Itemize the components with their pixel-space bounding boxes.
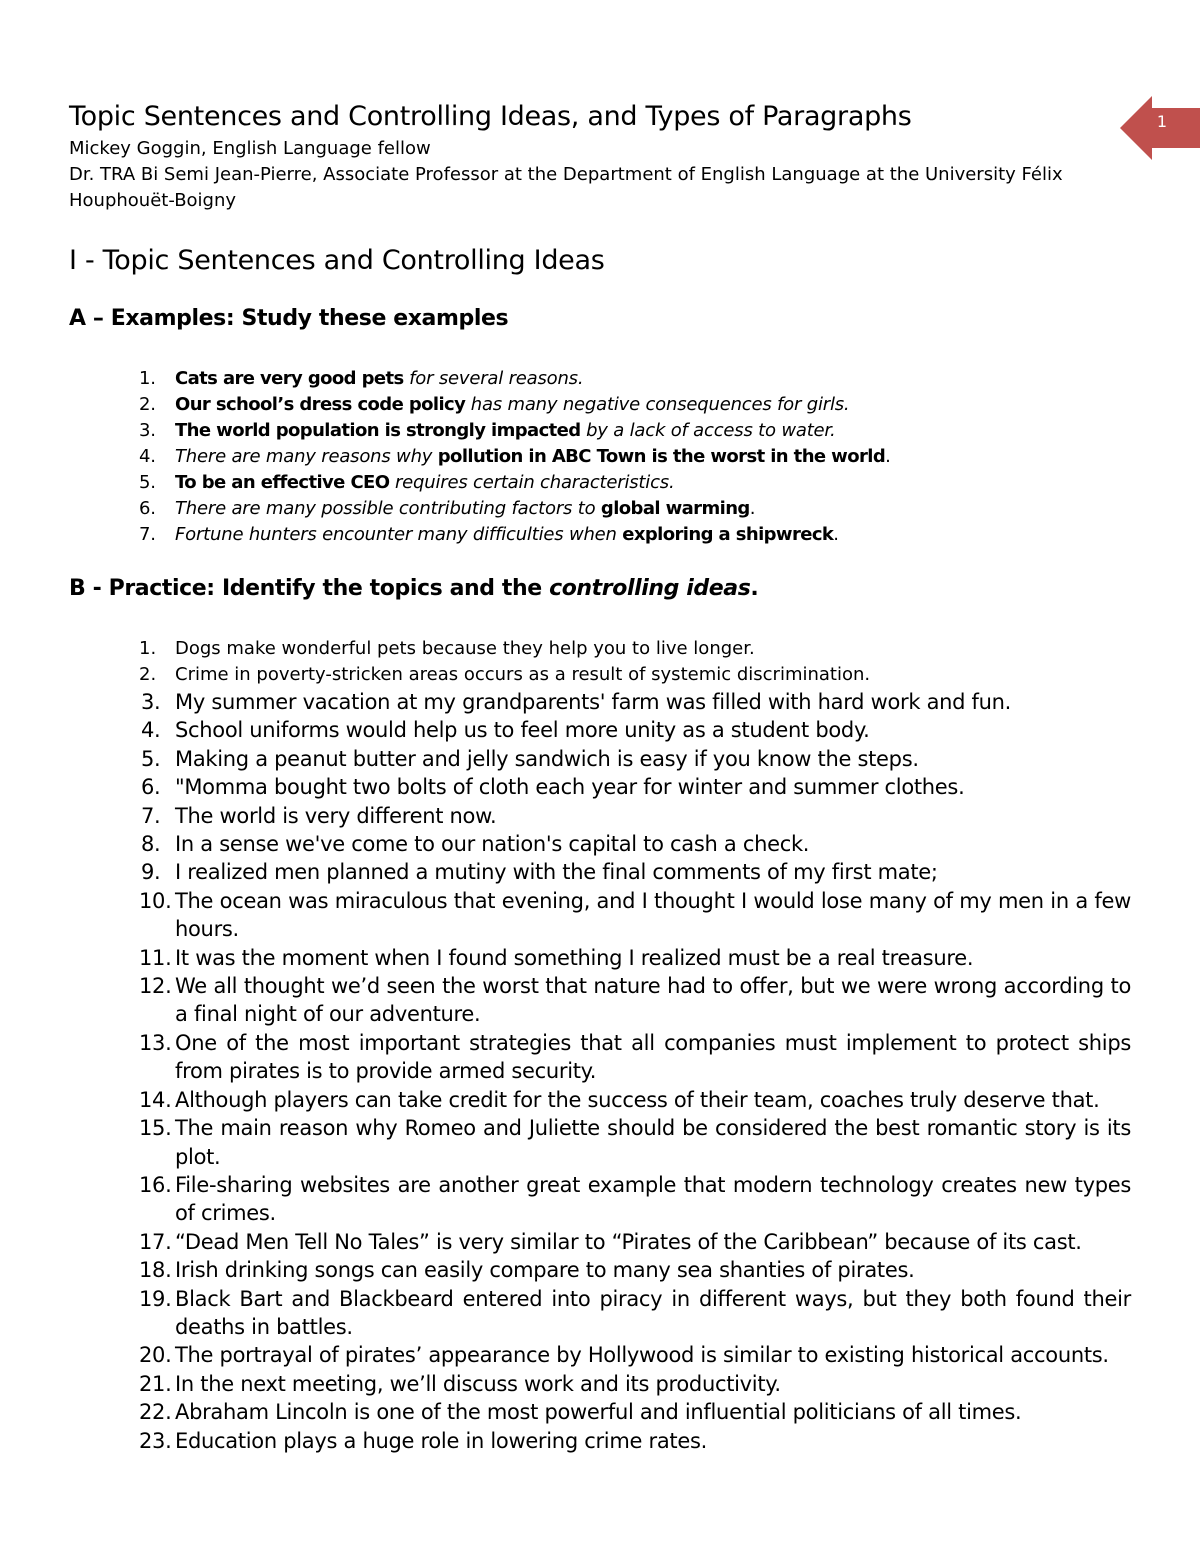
- list-number: 6.: [141, 775, 161, 800]
- practice-sentence: We all thought we’d seen the worst that nature had to offer, but we were wrong according to a final night of our adventure.: [175, 974, 1131, 1027]
- list-item: [69, 944, 1131, 972]
- page-number: 1: [1156, 112, 1168, 131]
- list-item: [69, 802, 1131, 830]
- list-number: 23.: [139, 1428, 172, 1453]
- practice-heading-end: .: [750, 576, 759, 601]
- example-text-part: .: [833, 524, 839, 545]
- practice-sentence: The world is very different now.: [175, 803, 497, 828]
- list-number: 3.: [139, 420, 156, 441]
- example-text-part: Our school’s dress code policy: [175, 394, 466, 415]
- practice-sentence: The portrayal of pirates’ appearance by Hollywood is similar to existing historical accounts.: [175, 1343, 1109, 1368]
- list-item: [69, 496, 1131, 522]
- example-text-part: by a lack of access to water.: [580, 420, 836, 441]
- list-number: 6.: [139, 498, 156, 519]
- list-number: 5.: [139, 472, 156, 493]
- example-text-part: .: [885, 446, 891, 467]
- examples-heading: A – Examples: Study these examples: [69, 306, 509, 331]
- list-item: [69, 745, 1131, 773]
- example-text-part: .: [749, 498, 756, 519]
- practice-sentence: Black Bart and Blackbeard entered into piracy in different ways, but they both found their deaths in battles.: [175, 1286, 1131, 1339]
- list-number: 11.: [139, 945, 172, 970]
- list-item: [69, 1114, 1131, 1171]
- list-item: [69, 366, 1131, 392]
- practice-sentence: In a sense we've come to our nation's capital to cash a check.: [175, 832, 810, 857]
- list-item: [69, 1398, 1131, 1426]
- practice-sentence: School uniforms would help us to feel more unity as a student body.: [175, 718, 870, 743]
- practice-heading-text: B - Practice: Identify the topics and the: [69, 576, 550, 601]
- list-number: 19.: [139, 1286, 172, 1311]
- list-item: [69, 830, 1131, 858]
- practice-sentence: "Momma bought two bolts of cloth each year for winter and summer clothes.: [175, 775, 965, 800]
- section-heading: I - Topic Sentences and Controlling Ideas: [69, 245, 605, 276]
- practice-sentence: Dogs make wonderful pets because they help you to live longer.: [175, 638, 755, 659]
- practice-sentence: Irish drinking songs can easily compare to many sea shanties of pirates.: [175, 1258, 915, 1283]
- example-text-part: has many negative consequences for girls.: [465, 394, 850, 415]
- list-number: 1.: [139, 638, 157, 659]
- list-number: 22.: [139, 1400, 172, 1425]
- list-item: [69, 444, 1131, 470]
- practice-sentence: One of the most important strategies that all companies must implement to protect ships from pirates is to provide armed security.: [175, 1030, 1131, 1084]
- list-item: [69, 418, 1131, 444]
- practice-sentence: “Dead Men Tell No Tales” is very similar to “Pirates of the Caribbean” because of its cast.: [175, 1229, 1082, 1254]
- document-body: [69, 98, 1131, 1455]
- list-number: 21.: [139, 1371, 172, 1396]
- list-item: [69, 773, 1131, 801]
- example-text-part: exploring a shipwreck: [622, 524, 834, 545]
- list-number: 2.: [139, 664, 157, 685]
- example-text-part: There are many reasons why: [175, 446, 438, 467]
- list-item: [69, 1256, 1131, 1284]
- practice-list-small: [69, 636, 1131, 688]
- practice-sentence: Education plays a huge role in lowering crime rates.: [175, 1428, 707, 1453]
- practice-sentence: Although players can take credit for the success of their team, coaches truly deserve that.: [175, 1087, 1100, 1112]
- list-number: 20.: [139, 1343, 172, 1368]
- practice-sentence: The main reason why Romeo and Juliette should be considered the best romantic story is its plot.: [175, 1116, 1131, 1169]
- list-number: 10.: [139, 888, 172, 913]
- coauthor-line-2: Houphouët-Boigny: [69, 190, 237, 211]
- example-text-part: The world population is strongly impacted: [175, 420, 581, 441]
- list-item: [69, 1228, 1131, 1256]
- list-item: [69, 887, 1131, 944]
- list-item: [69, 1370, 1131, 1398]
- example-text-part: There are many possible contributing factors to: [175, 498, 601, 519]
- list-item: [69, 1086, 1131, 1114]
- list-number: 8.: [141, 832, 161, 857]
- example-text-part: To be an effective CEO: [175, 472, 390, 493]
- list-number: 4.: [139, 446, 156, 467]
- practice-sentence: In the next meeting, we’ll discuss work and its productivity.: [175, 1371, 781, 1396]
- practice-sentence: I realized men planned a mutiny with the final comments of my first mate;: [175, 860, 938, 885]
- practice-sentence: File-sharing websites are another great example that modern technology creates new types of crimes.: [175, 1172, 1131, 1226]
- list-item: [69, 716, 1131, 744]
- practice-sentence: Making a peanut butter and jelly sandwich is easy if you know the steps.: [175, 746, 919, 771]
- list-number: 14.: [139, 1087, 172, 1112]
- list-number: 13.: [139, 1030, 172, 1055]
- list-number: 7.: [139, 524, 156, 545]
- list-item: [69, 662, 1131, 688]
- list-item: [69, 688, 1131, 716]
- list-number: 3.: [141, 690, 161, 714]
- list-number: 1.: [139, 368, 156, 389]
- example-text-part: global warming: [600, 498, 750, 519]
- list-number: 5.: [141, 746, 161, 771]
- example-text-part: pollution in ABC Town is the worst in the world: [437, 446, 886, 467]
- list-item: [69, 1427, 1131, 1455]
- list-item: [69, 392, 1131, 418]
- practice-heading: [69, 572, 1131, 606]
- author-line: Mickey Goggin, English Language fellow: [69, 138, 431, 159]
- list-number: 17.: [139, 1229, 172, 1254]
- list-item: [69, 1341, 1131, 1369]
- list-item: [69, 1171, 1131, 1228]
- list-number: 7.: [141, 803, 161, 828]
- list-item: [69, 470, 1131, 496]
- list-number: 12.: [139, 974, 172, 999]
- practice-sentence: The ocean was miraculous that evening, and I thought I would lose many of my men in a few hours.: [175, 888, 1131, 942]
- list-number: 9.: [141, 860, 161, 885]
- example-text-part: Fortune hunters encounter many difficulties when: [175, 524, 623, 545]
- list-item: [69, 1285, 1131, 1342]
- practice-sentence: It was the moment when I found something I realized must be a real treasure.: [175, 945, 974, 970]
- practice-heading-italic: controlling ideas: [549, 576, 751, 601]
- practice-sentence: Crime in poverty-stricken areas occurs as a result of systemic discrimination.: [175, 664, 871, 685]
- list-number: 15.: [139, 1116, 172, 1141]
- list-item: [69, 972, 1131, 1029]
- list-item: [69, 1029, 1131, 1086]
- list-number: 2.: [139, 394, 156, 415]
- practice-list-large: [69, 688, 1131, 1455]
- list-item: [69, 858, 1131, 886]
- example-text-part: requires certain characteristics.: [389, 472, 675, 493]
- example-text-part: for several reasons.: [403, 368, 584, 389]
- list-number: 4.: [141, 718, 161, 743]
- list-item: [69, 522, 1131, 548]
- practice-sentence: Abraham Lincoln is one of the most powerful and influential politicians of all times.: [175, 1400, 1022, 1425]
- list-number: 18.: [139, 1258, 172, 1283]
- list-item: [69, 636, 1131, 662]
- examples-list: [69, 366, 1131, 548]
- practice-sentence: My summer vacation at my grandparents' farm was filled with hard work and fun.: [175, 690, 1012, 714]
- list-number: 16.: [139, 1172, 172, 1197]
- coauthor-line-1: Dr. TRA Bi Semi Jean-Pierre, Associate Professor at the Department of English Language at the University Félix: [69, 164, 1063, 185]
- document-title: Topic Sentences and Controlling Ideas, and Types of Paragraphs: [69, 101, 912, 132]
- example-text-part: Cats are very good pets: [175, 368, 404, 389]
